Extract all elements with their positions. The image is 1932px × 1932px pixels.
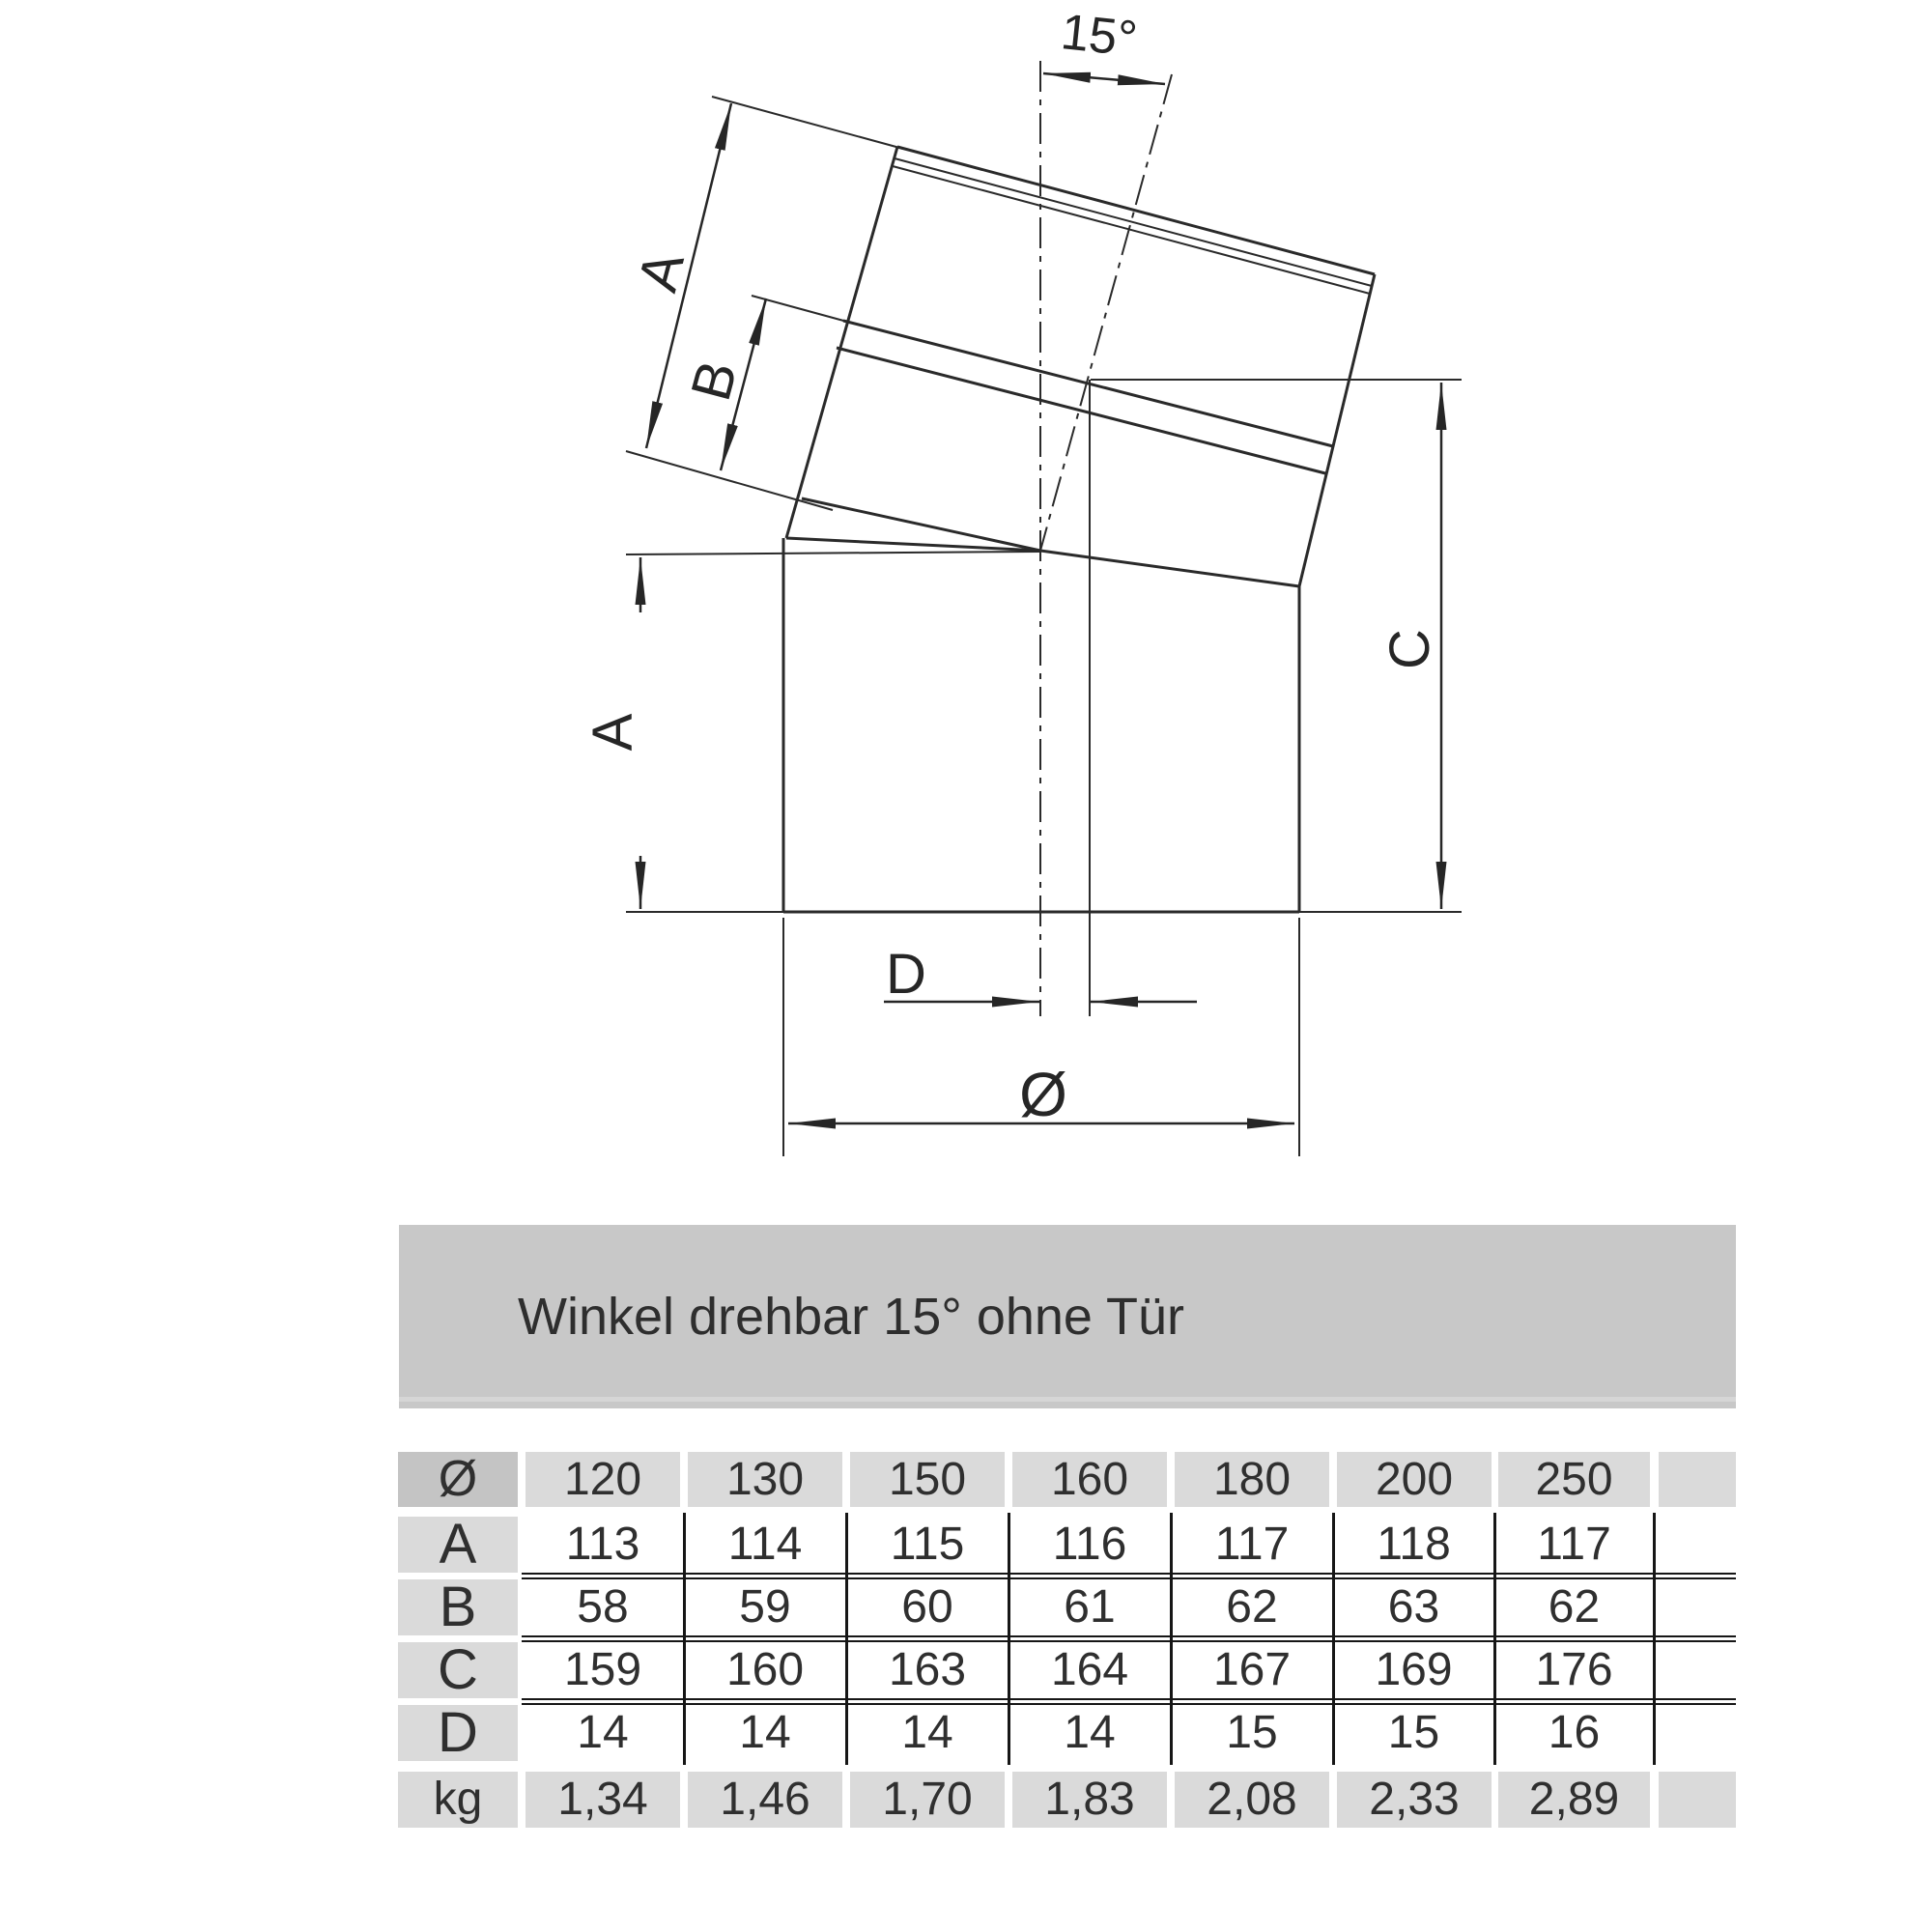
kg-row-empty-cell xyxy=(1659,1772,1736,1828)
row-label-d: D xyxy=(398,1705,518,1761)
table-cell: 116 xyxy=(1052,1519,1127,1570)
extension-lines xyxy=(626,97,1462,1156)
table-cell: 16 xyxy=(1548,1707,1601,1758)
row-separator xyxy=(522,1635,1736,1642)
column-separator xyxy=(1170,1513,1173,1765)
table-cell: 15 xyxy=(1226,1707,1278,1758)
table-cell: 159 xyxy=(563,1644,642,1695)
dim-a-upper-ext-top xyxy=(712,97,903,149)
column-separator xyxy=(1008,1513,1010,1765)
table-cell: 2,08 xyxy=(1175,1772,1329,1828)
table-cell: 63 xyxy=(1387,1581,1440,1633)
table-cell: 117 xyxy=(1537,1519,1611,1570)
dim-label-a-lower: A xyxy=(582,713,644,752)
table-cell: 14 xyxy=(577,1707,629,1758)
table-header-cell: 250 xyxy=(1498,1452,1650,1507)
table-cell: 117 xyxy=(1214,1519,1290,1570)
table-header-cell: 200 xyxy=(1337,1452,1492,1507)
upper-pipe-band-line-2 xyxy=(837,348,1325,473)
table-cell: 14 xyxy=(901,1707,953,1758)
table-cell: 1,46 xyxy=(688,1772,842,1828)
upper-pipe-rim-line-2 xyxy=(893,166,1370,294)
table-cell: 169 xyxy=(1375,1644,1453,1695)
table-header-cell: 160 xyxy=(1012,1452,1167,1507)
title-bar-bottom-stripe xyxy=(399,1397,1736,1402)
table-cell: 58 xyxy=(577,1581,629,1633)
table-cell: 113 xyxy=(565,1519,640,1570)
row-label-c: C xyxy=(398,1642,518,1698)
table-cell: 1,34 xyxy=(526,1772,680,1828)
row-label-b: B xyxy=(398,1579,518,1635)
dim-label-c: C xyxy=(1378,629,1441,669)
column-separator xyxy=(1332,1513,1335,1765)
dim-label-a-upper: A xyxy=(626,245,696,298)
upper-pipe-rim-line-1 xyxy=(895,158,1372,286)
miter-seam-right xyxy=(1040,551,1299,586)
table-cell: 14 xyxy=(1064,1707,1116,1758)
column-separator xyxy=(1493,1513,1496,1765)
upper-pipe-band-line-1 xyxy=(843,321,1333,446)
table-header-cell: 150 xyxy=(850,1452,1005,1507)
table-cell: 61 xyxy=(1064,1581,1116,1633)
table-cell: 62 xyxy=(1226,1581,1278,1633)
table-corner-cell: Ø xyxy=(398,1452,518,1507)
angle-label: 15° xyxy=(1058,4,1140,69)
table-cell: 114 xyxy=(727,1519,803,1570)
table-cell: 1,83 xyxy=(1012,1772,1167,1828)
table-cell: 2,89 xyxy=(1498,1772,1650,1828)
miter-wedge-bottom-line xyxy=(786,538,1040,551)
column-separator xyxy=(1653,1513,1656,1765)
table-cell: 62 xyxy=(1548,1581,1601,1633)
table-cell: 115 xyxy=(890,1519,965,1570)
table-cell: 2,33 xyxy=(1337,1772,1492,1828)
miter-wedge-top-line xyxy=(802,498,1040,551)
table-header-cell: 130 xyxy=(688,1452,842,1507)
table-cell: 60 xyxy=(901,1581,953,1633)
row-label-a: A xyxy=(398,1517,518,1573)
table-cell: 167 xyxy=(1212,1644,1292,1695)
table-cell: 59 xyxy=(739,1581,791,1633)
row-separator xyxy=(522,1698,1736,1705)
upper-pipe-right-edge xyxy=(1299,274,1375,586)
upper-pipe-left-edge xyxy=(786,147,897,538)
table-cell: 118 xyxy=(1377,1519,1451,1570)
product-title-bar xyxy=(399,1225,1736,1408)
dim-line-angle-15 xyxy=(1043,73,1165,84)
dim-label-d: D xyxy=(886,943,926,1006)
table-header-cell: 180 xyxy=(1175,1452,1329,1507)
column-separator xyxy=(683,1513,686,1765)
column-separator xyxy=(845,1513,848,1765)
centerlines xyxy=(1040,61,1172,1016)
upper-pipe-outline xyxy=(786,147,1375,586)
upper-pipe-top-edge xyxy=(897,147,1375,274)
dim-label-b: B xyxy=(679,355,750,408)
table-header-cell: 120 xyxy=(526,1452,680,1507)
row-separator xyxy=(522,1573,1736,1579)
table-cell: 160 xyxy=(725,1644,805,1695)
table-cell: 14 xyxy=(739,1707,791,1758)
diameter-symbol: Ø xyxy=(1019,1060,1067,1129)
row-label-kg: kg xyxy=(398,1772,518,1828)
product-title: Winkel drehbar 15° ohne Tür xyxy=(518,1288,1184,1346)
dim-a-lower-ext-top xyxy=(626,552,1040,554)
table-cell: 15 xyxy=(1387,1707,1440,1758)
table-header-empty-cell xyxy=(1659,1452,1736,1507)
table-cell: 176 xyxy=(1535,1644,1613,1695)
table-cell: 164 xyxy=(1050,1644,1129,1695)
table-cell: 163 xyxy=(888,1644,967,1695)
tilted-centerline xyxy=(1040,74,1172,551)
table-cell: 1,70 xyxy=(850,1772,1005,1828)
